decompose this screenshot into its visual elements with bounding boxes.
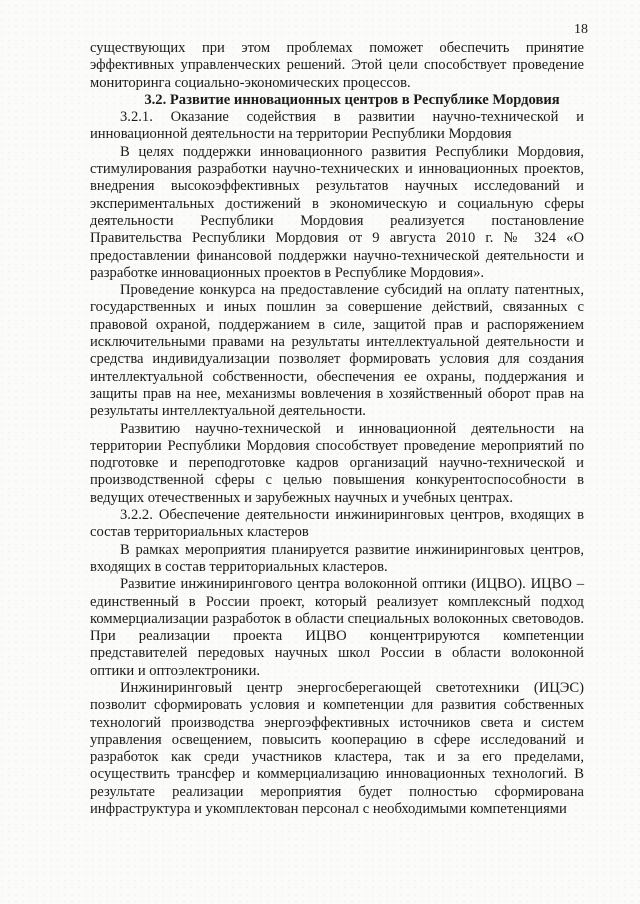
section-heading: 3.2. Развитие инновационных центров в Республике Мордовия [144,91,560,108]
paragraph: Развитию научно-технической и инновационной деятельности на территории Республики Мордовия способствует проведение мероприятий по подготовке и переподготовке кадров организаций научно-технической и производственной сферы с целью повышения конкурентоспособности в ведущих отечественных и зарубежных научных и учебных центрах. [90,420,584,506]
document-body [90,40,584,818]
paragraph: 3.2.2. Обеспечение деятельности инжиниринговых центров, входящих в состав территориальных кластеров [90,507,584,541]
paragraph: Развитие инжинирингового центра волоконной оптики (ИЦВО). ИЦВО – единственный в России проект, который реализует комплексный подход коммерциализации разработок в области специальных волоконных световодов. При реализации проекта ИЦВО концентрируются компетенции представителей передовых научных школ России в области волоконной оптики и оптоэлектроники. [90,576,584,679]
paragraph: В целях поддержки инновационного развития Республики Мордовия, стимулирования разработки научно-технических и инновационных проектов, внедрения высокоэффективных результатов научных исследований и экспериментальных достижений в экономическую и социальную сферы деятельности Республики Мордовия реализуется постановление Правительства Республики Мордовия от 9 августа 2010 г. № 324 «О предоставлении финансовой поддержки научно-технической деятельности и разработке инновационных проектов в Республике Мордовия». [90,143,584,281]
paragraph: Проведение конкурса на предоставление субсидий на оплату патентных, государственных и иных пошлин за совершение действий, связанных с правовой охраной, поддержанием в силе, защитой прав и распоряжением исключительными правами на результаты интеллектуальной деятельности и средства индивидуализации позволяет формировать условия для создания интеллектуальной собственности, обеспечения ее охраны, поддержания и защиты прав на нее, механизмы вовлечения в хозяйственный оборот прав на результаты интеллектуальной деятельности. [90,282,584,420]
paragraph: В рамках мероприятия планируется развитие инжиниринговых центров, входящих в состав территориальных кластеров. [90,541,584,575]
paragraph: Инжиниринговый центр энергосберегающей светотехники (ИЦЭС) позволит сформировать условия и компетенции для развития собственных технологий производства энергоэффективных источников света и систем управления освещением, повысить кооперацию в сфере исследований и разработок как среди участников кластера, так и за его пределами, осуществить трансфер и коммерциализацию инновационных технологий. В результате реализации мероприятия будет полностью сформирована инфраструктура и укомплектован персонал с необходимыми компетенциями [90,679,584,818]
page-number: 18 [574,22,588,37]
paragraph: 3.2.1. Оказание содействия в развитии научно-технической и инновационной деятельности на территории Республики Мордовия [90,109,584,143]
paragraph: существующих при этом проблемах поможет обеспечить принятие эффективных управленческих решений. Этой цели способствует проведение мониторинга социально-экономических процессов. [90,40,584,91]
